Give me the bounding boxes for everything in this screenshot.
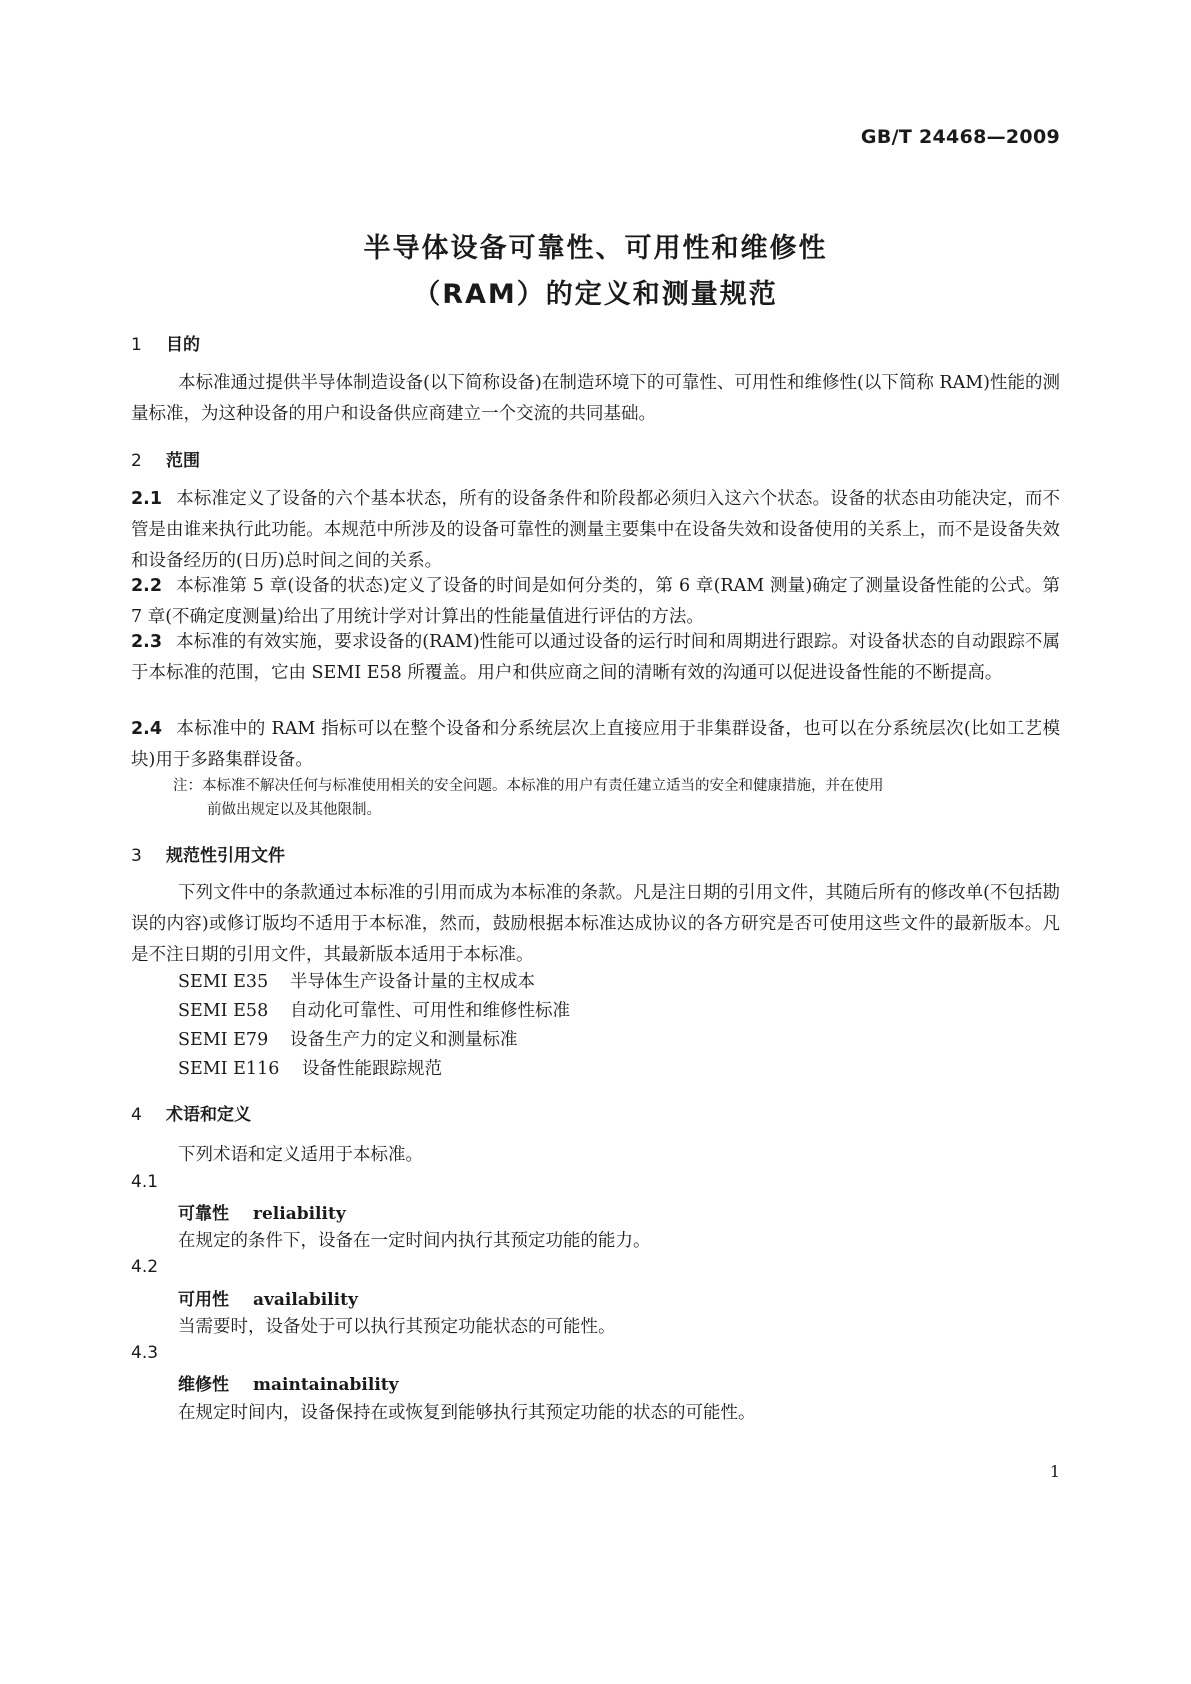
section-4-intro: 下列术语和定义适用于本标准。	[178, 1145, 423, 1165]
section-3-paragraph: 下列文件中的条款通过本标准的引用而成为本标准的条款。凡是注日期的引用文件，其随后所有的修改单(不包括勘误的内容)或修订版均不适用于本标准，然而，鼓励根据本标准达成协议的各方研究是否可使用这些文件的最新版本。凡是不注日期的引用文件，其最新版本适用于本标准。	[131, 883, 1060, 965]
clause-number: 2.4	[131, 719, 163, 739]
section-number: 4	[131, 1105, 142, 1125]
term-heading	[178, 1370, 399, 1395]
reference-title: 设备性能跟踪规范	[302, 1059, 442, 1079]
term-number: 4.1	[131, 1172, 159, 1192]
section-number: 3	[131, 846, 142, 866]
term-chinese: 可用性	[178, 1290, 229, 1310]
reference-item	[178, 997, 570, 1022]
section-title: 术语和定义	[166, 1105, 251, 1125]
term-english: maintainability	[253, 1375, 399, 1395]
clause-text: 本标准定义了设备的六个基本状态，所有的设备条件和阶段都必须归入这六个状态。设备的状态由功能决定，而不管是由谁来执行此功能。本规范中所涉及的设备可靠性的测量主要集中在设备失效和设备使用的关系上，而不是设备失效和设备经历的(日历)总时间之间的关系。	[131, 489, 1060, 571]
reference-item	[178, 1026, 518, 1051]
reference-item	[178, 968, 535, 993]
note-line-1: 注：本标准不解决任何与标准使用相关的安全问题。本标准的用户有责任建立适当的安全和健康措施，并在使用	[173, 778, 884, 794]
clause-2-4	[131, 714, 1060, 776]
clause-2-2	[131, 571, 1060, 633]
term-heading	[178, 1199, 346, 1224]
document-title-line-2: （RAM）的定义和测量规范	[413, 279, 778, 310]
reference-item	[178, 1055, 442, 1080]
term-definition: 在规定时间内，设备保持在或恢复到能够执行其预定功能的状态的可能性。	[178, 1403, 756, 1423]
reference-code: SEMI E79	[178, 1030, 269, 1050]
reference-title: 自动化可靠性、可用性和维修性标准	[290, 1001, 570, 1021]
note-line-2: 前做出规定以及其他限制。	[207, 802, 381, 818]
term-chinese: 维修性	[178, 1375, 229, 1395]
section-number: 1	[131, 335, 142, 355]
section-1-paragraph: 本标准通过提供半导体制造设备(以下简称设备)在制造环境下的可靠性、可用性和维修性(以下简称 RAM)性能的测量标准，为这种设备的用户和设备供应商建立一个交流的共同基础。	[131, 373, 1060, 424]
term-number: 4.2	[131, 1257, 159, 1277]
term-english: reliability	[253, 1204, 346, 1224]
section-4-heading	[131, 1100, 251, 1125]
reference-code: SEMI E35	[178, 972, 269, 992]
clause-2-1	[131, 484, 1060, 577]
section-title: 目的	[166, 335, 200, 355]
term-heading	[178, 1285, 358, 1310]
clause-text: 本标准第 5 章(设备的状态)定义了设备的时间是如何分类的，第 6 章(RAM 测量)确定了测量设备性能的公式。第 7 章(不确定度测量)给出了用统计学对计算出的性能量值进行评估的方法。	[131, 576, 1060, 627]
page-number: 1	[1049, 1462, 1060, 1481]
term-definition: 在规定的条件下，设备在一定时间内执行其预定功能的能力。	[178, 1231, 651, 1251]
section-title: 规范性引用文件	[166, 846, 285, 866]
term-english: availability	[253, 1290, 358, 1310]
clause-text: 本标准的有效实施，要求设备的(RAM)性能可以通过设备的运行时间和周期进行跟踪。对设备状态的自动跟踪不属于本标准的范围，它由 SEMI E58 所覆盖。用户和供应商之间的清晰有效的沟通可以促进设备性能的不断提高。	[131, 632, 1060, 683]
reference-code: SEMI E58	[178, 1001, 269, 1021]
clause-number: 2.3	[131, 632, 163, 652]
section-3-heading	[131, 841, 285, 866]
section-1-heading	[131, 330, 200, 355]
clause-number: 2.2	[131, 576, 163, 596]
clause-2-3	[131, 627, 1060, 689]
section-2-heading	[131, 446, 200, 471]
clause-text: 本标准中的 RAM 指标可以在整个设备和分系统层次上直接应用于非集群设备，也可以在分系统层次(比如工艺模块)用于多路集群设备。	[131, 719, 1060, 770]
term-chinese: 可靠性	[178, 1204, 229, 1224]
reference-title: 设备生产力的定义和测量标准	[290, 1030, 518, 1050]
clause-number: 2.1	[131, 489, 163, 509]
section-number: 2	[131, 451, 142, 471]
document-title-line-1: 半导体设备可靠性、可用性和维修性	[363, 233, 828, 264]
standard-number: GB/T 24468—2009	[860, 126, 1060, 148]
term-number: 4.3	[131, 1343, 159, 1363]
reference-title: 半导体生产设备计量的主权成本	[290, 972, 535, 992]
reference-code: SEMI E116	[178, 1059, 280, 1079]
section-title: 范围	[166, 451, 200, 471]
section-2-note	[173, 774, 1060, 822]
term-definition: 当需要时，设备处于可以执行其预定功能状态的可能性。	[178, 1317, 616, 1337]
